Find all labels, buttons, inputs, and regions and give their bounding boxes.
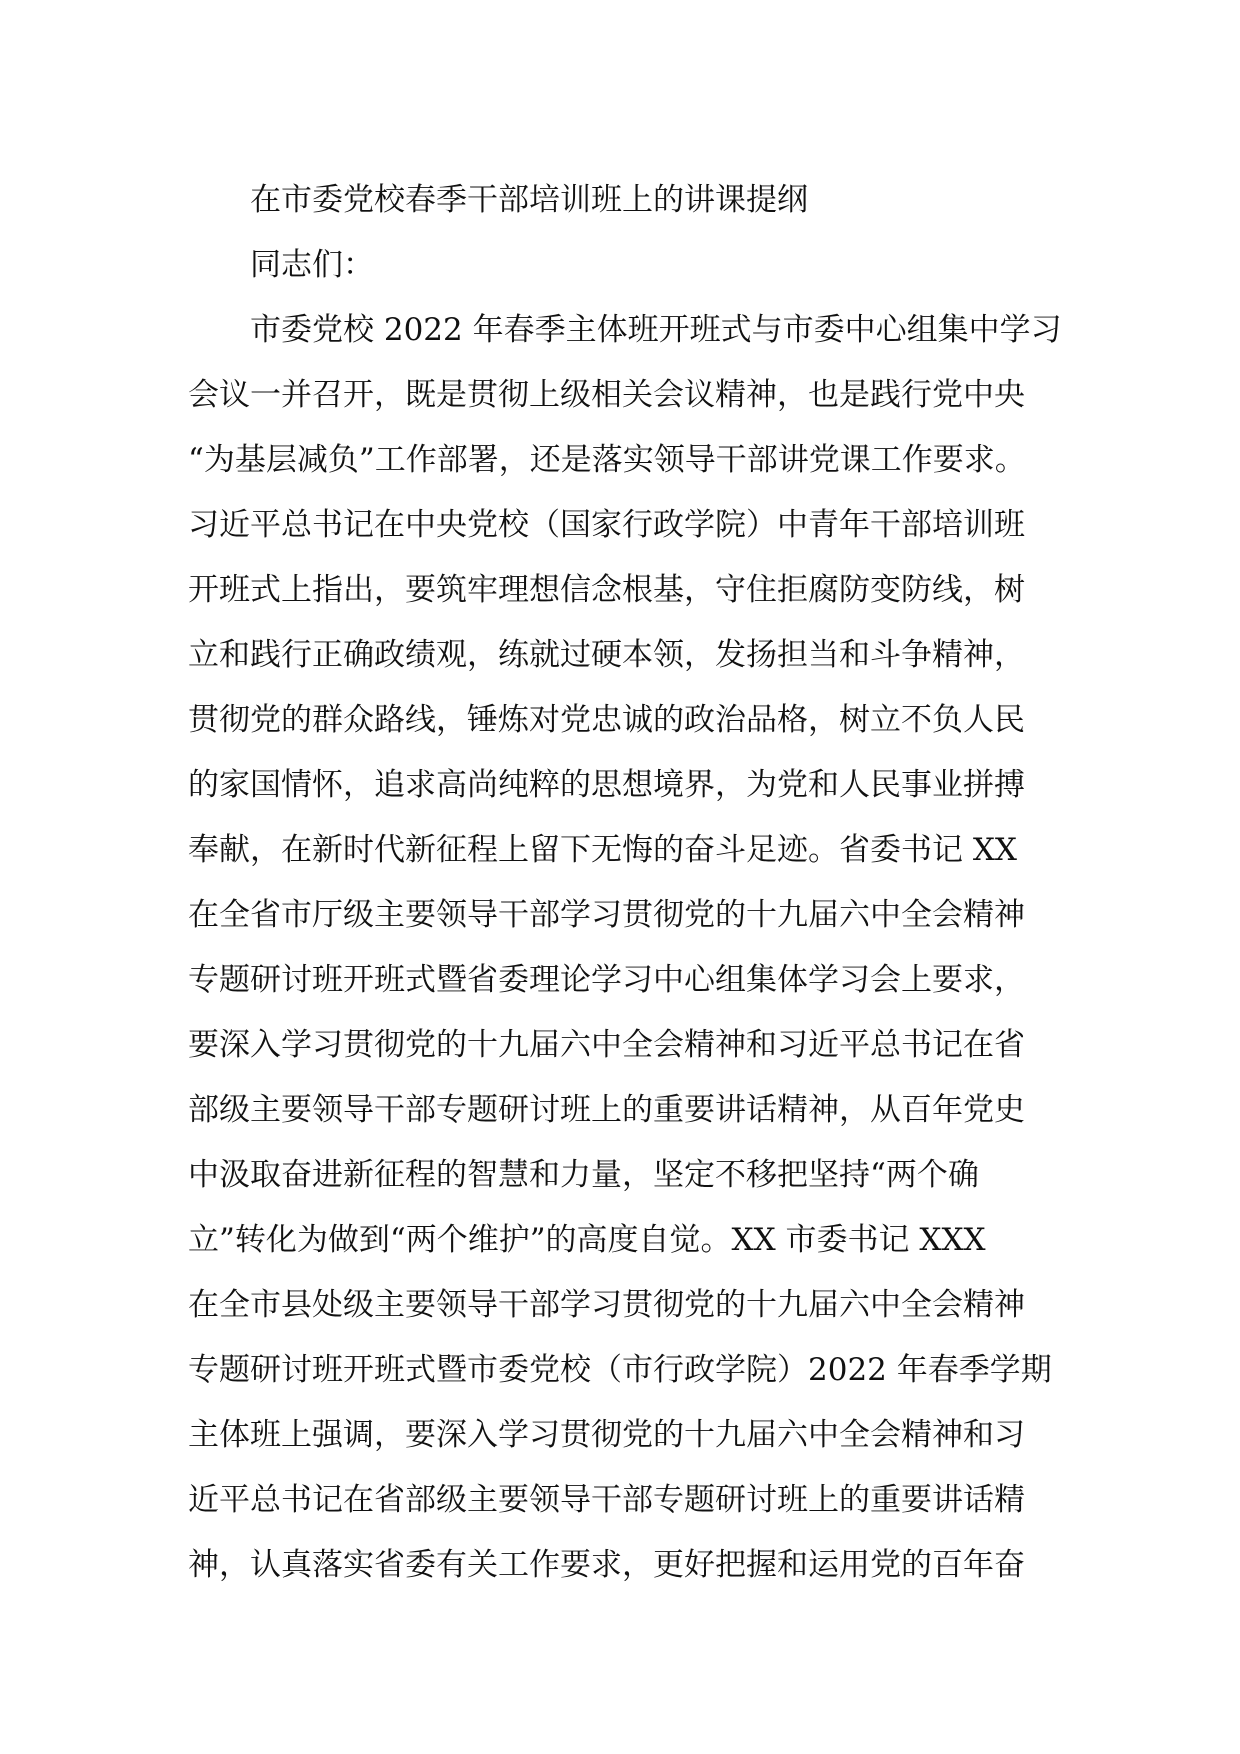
salutation: 同志们：	[250, 247, 374, 283]
paragraph-line: 主体班上强调，要深入学习贯彻党的十九届六中全会精神和习	[188, 1417, 1025, 1453]
paragraph-line: 的家国情怀，追求高尚纯粹的思想境界，为党和人民事业拼搏	[188, 767, 1025, 803]
paragraph-line: 在全省市厅级主要领导干部学习贯彻党的十九届六中全会精神	[188, 897, 1025, 933]
paragraph-line: 近平总书记在省部级主要领导干部专题研讨班上的重要讲话精	[188, 1482, 1025, 1518]
paragraph-line: 神，认真落实省委有关工作要求，更好把握和运用党的百年奋	[188, 1547, 1025, 1583]
paragraph-line: 立”转化为做到“两个维护”的高度自觉。XX 市委书记 XXX	[188, 1222, 986, 1258]
paragraph-line: 开班式上指出，要筑牢理想信念根基，守住拒腐防变防线，树	[188, 572, 1025, 608]
paragraph-line: 市委党校 2022 年春季主体班开班式与市委中心组集中学习	[250, 312, 1062, 348]
paragraph-line: 部级主要领导干部专题研讨班上的重要讲话精神，从百年党史	[188, 1092, 1025, 1128]
paragraph-line: 在全市县处级主要领导干部学习贯彻党的十九届六中全会精神	[188, 1287, 1025, 1323]
document-body	[188, 168, 1062, 1598]
document-title: 在市委党校春季干部培训班上的讲课提纲	[250, 182, 808, 218]
paragraph-line: 专题研讨班开班式暨省委理论学习中心组集体学习会上要求，	[188, 962, 1025, 998]
paragraph-line: 习近平总书记在中央党校（国家行政学院）中青年干部培训班	[188, 507, 1025, 543]
paragraph-line: 会议一并召开，既是贯彻上级相关会议精神，也是践行党中央	[188, 377, 1025, 413]
paragraph-line: “为基层减负”工作部署，还是落实领导干部讲党课工作要求。	[188, 442, 1026, 478]
paragraph-line: 贯彻党的群众路线，锤炼对党忠诚的政治品格，树立不负人民	[188, 702, 1025, 738]
paragraph-line: 中汲取奋进新征程的智慧和力量，坚定不移把坚持“两个确	[188, 1157, 979, 1193]
paragraph-line: 专题研讨班开班式暨市委党校（市行政学院）2022 年春季学期	[188, 1352, 1052, 1388]
paragraph-line: 要深入学习贯彻党的十九届六中全会精神和习近平总书记在省	[188, 1027, 1025, 1063]
paragraph-line: 立和践行正确政绩观，练就过硬本领，发扬担当和斗争精神，	[188, 637, 1025, 673]
paragraph-line: 奉献，在新时代新征程上留下无悔的奋斗足迹。省委书记 XX	[188, 832, 1017, 868]
